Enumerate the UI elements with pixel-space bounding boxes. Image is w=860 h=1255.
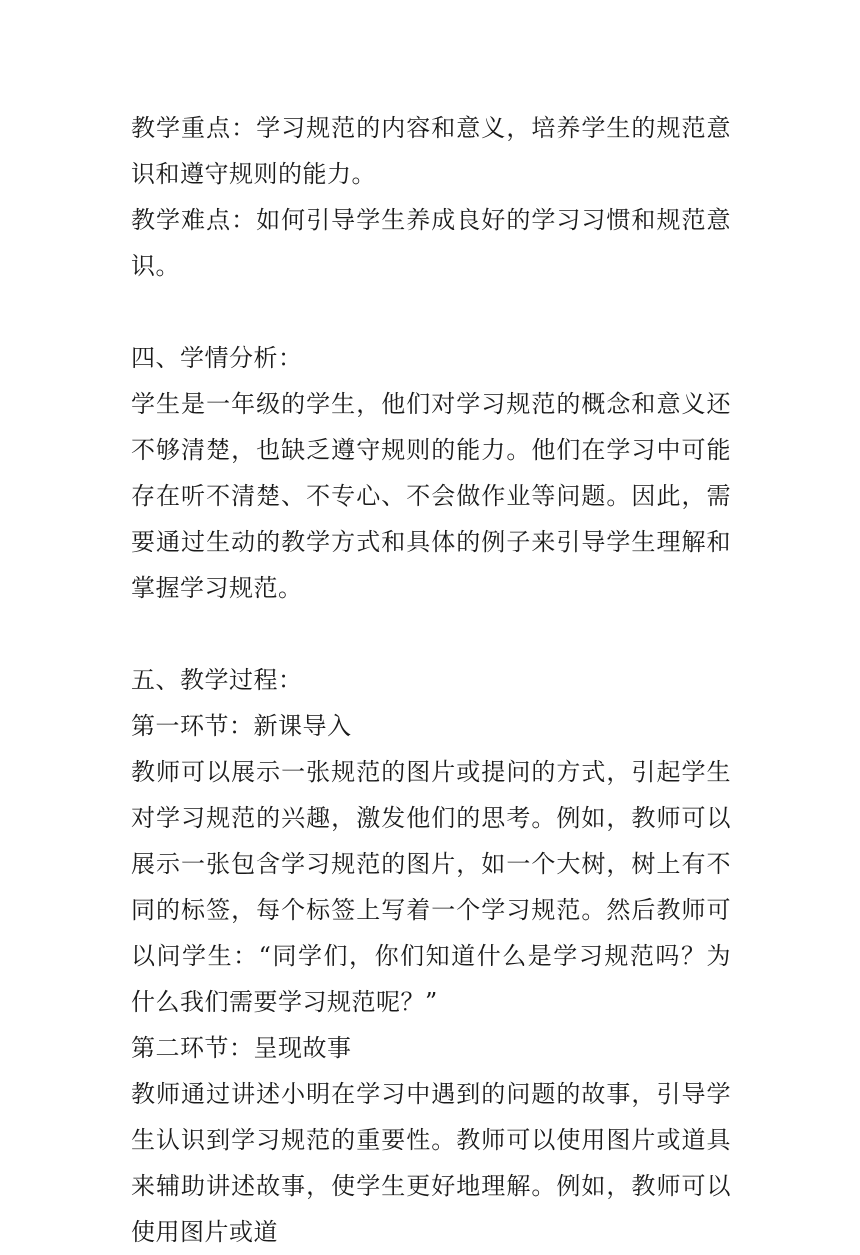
section-heading-teaching-process: 五、教学过程：: [131, 666, 303, 694]
step-heading-introduction: 第一环节：新课导入: [131, 712, 352, 740]
introduction-paragraph: 教师可以展示一张规范的图片或提问的方式，引起学生对学习规范的兴趣，激发他们的思考。例如，教师可以展示一张包含学习规范的图片，如一个大树，树上有不同的标签，每个标签上写着一个学习规范。然后教师可以问学生：“同学们，你们知道什么是学习规范吗？为什么我们需要学习规范呢？”: [131, 758, 731, 1016]
step-heading-story: 第二环节：呈现故事: [131, 1034, 352, 1062]
difficult-points-paragraph: 教学难点：如何引导学生养成良好的学习习惯和规范意识。: [131, 206, 731, 280]
paragraph-spacer: [131, 289, 731, 335]
paragraph-spacer: [131, 611, 731, 657]
story-paragraph: 教师通过讲述小明在学习中遇到的问题的故事，引导学生认识到学习规范的重要性。教师可以使用图片或道具来辅助讲述故事，使学生更好地理解。例如，教师可以使用图片或道: [131, 1080, 731, 1246]
section-heading-learner-analysis: 四、学情分析：: [131, 344, 303, 372]
key-points-paragraph: 教学重点：学习规范的内容和意义，培养学生的规范意识和遵守规则的能力。: [131, 114, 731, 188]
document-body: [131, 105, 731, 1255]
learner-analysis-paragraph: 学生是一年级的学生，他们对学习规范的概念和意义还不够清楚，也缺乏遵守规则的能力。他们在学习中可能存在听不清楚、不专心、不会做作业等问题。因此，需要通过生动的教学方式和具体的例子来引导学生理解和掌握学习规范。: [131, 390, 731, 602]
